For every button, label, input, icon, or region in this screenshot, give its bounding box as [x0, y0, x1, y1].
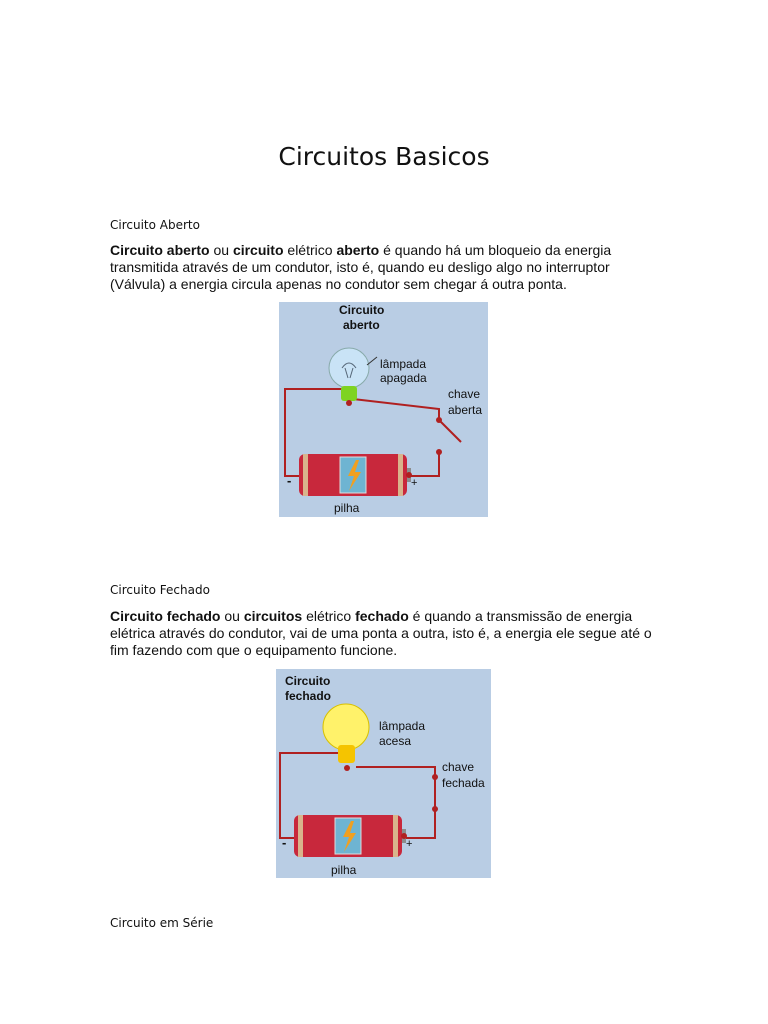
switch-terminal-bottom	[436, 449, 442, 455]
battery-icon	[294, 815, 406, 857]
lamp-label-line2: acesa	[379, 734, 412, 748]
paragraph-closed-circuit	[110, 608, 655, 659]
lamp-label-line1: lâmpada	[380, 357, 427, 371]
paragraph-run: elétrico	[283, 242, 337, 258]
lamp-label-line1: lâmpada	[379, 719, 426, 733]
paragraph-run: circuito	[232, 242, 284, 258]
switch-label-line1: chave	[448, 387, 481, 401]
paragraph-run: Circuito fechado	[110, 608, 221, 624]
paragraph-run: Circuito aberto	[110, 242, 210, 258]
paragraph-run: fechado	[355, 608, 409, 624]
figure-title-line1: Circuito	[339, 303, 385, 317]
paragraph-run: ou	[220, 608, 244, 624]
paragraph-run: é quando há um bloqueio da energia transmitida através de um condutor, isto é, quando eu desligo algo no interruptor (Válvula) a energia circula apenas no condutor sem chegar á outra ponta.	[110, 242, 612, 292]
switch-label-line2: fechada	[442, 776, 485, 790]
battery-minus-sign: -	[282, 835, 287, 850]
figure-title-line1: Circuito	[285, 674, 331, 688]
section-heading-series-circuit: Circuito em Série	[110, 916, 214, 930]
section-heading-closed-circuit: Circuito Fechado	[110, 583, 210, 597]
switch-terminal-top	[436, 417, 442, 423]
closed-circuit-figure	[276, 669, 491, 878]
switch-label-line2: aberta	[448, 403, 483, 417]
paragraph-run: aberto	[336, 242, 380, 258]
paragraph-run: circuitos	[243, 608, 303, 624]
switch-label-line1: chave	[442, 760, 475, 774]
section-heading-open-circuit: Circuito Aberto	[110, 218, 200, 232]
figure-title-line2: fechado	[285, 689, 332, 703]
switch-terminal-bottom	[432, 806, 438, 812]
battery-label: pilha	[331, 863, 357, 877]
battery-minus-sign: -	[287, 473, 292, 488]
paragraph-run: elétrico	[302, 608, 356, 624]
lamp-label-line2: apagada	[380, 371, 427, 385]
battery-plus-sign: +	[411, 477, 418, 489]
battery-icon	[299, 454, 411, 496]
document-title: Circuitos Basicos	[278, 142, 490, 171]
paragraph-run: ou	[209, 242, 233, 258]
switch-terminal-top	[432, 774, 438, 780]
battery-plus-sign: +	[406, 838, 413, 850]
battery-label: pilha	[334, 501, 360, 515]
paragraph-run: é quando a transmissão de energia elétrica através do condutor, vai de uma ponta a outra, isto é, a energia ele segue até o fim fazendo com que o equipamento funcione.	[110, 608, 652, 658]
paragraph-open-circuit	[110, 242, 655, 293]
figure-title-line2: aberto	[343, 318, 380, 332]
open-circuit-figure	[279, 302, 488, 517]
